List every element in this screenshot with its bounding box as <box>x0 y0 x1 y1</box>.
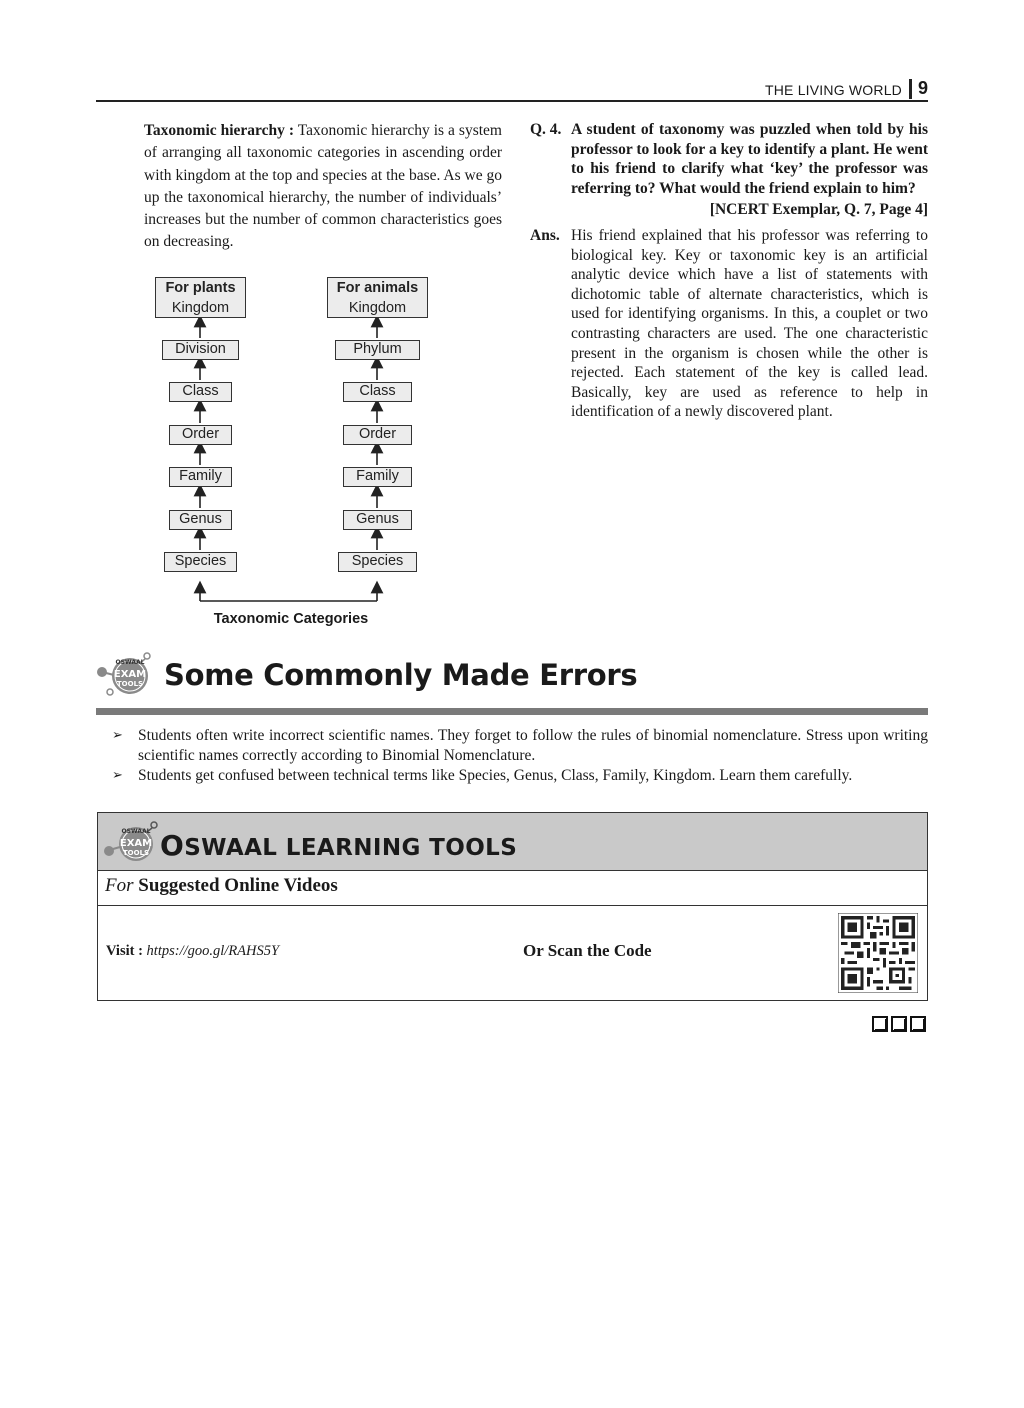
learning-tools-header <box>98 813 927 871</box>
plants-level-genus: Genus <box>169 510 232 530</box>
plants-level-family: Family <box>169 467 232 487</box>
logo-text-1: OSWAAL <box>115 659 145 666</box>
logo-text-3: TOOLS <box>116 680 144 688</box>
plants-heading: For plants <box>165 280 236 296</box>
errors-section-rule <box>96 708 928 715</box>
animals-level-order: Order <box>343 425 412 445</box>
term-definition: Taxonomic hierarchy is a system of arranging all taxonomic categories in ascending order with kingdom at the top and species at the base. As we go up the taxonomical hierarchy, the number of individuals’ increases but the number of common characteristics goes on decreasing. <box>144 122 502 251</box>
errors-list <box>112 726 928 787</box>
learning-tools-title <box>160 829 517 862</box>
list-item <box>112 766 928 786</box>
animals-heading: For animals <box>336 280 419 296</box>
tools-logo-text-3: TOOLS <box>122 849 150 857</box>
errors-section-title: Some Commonly Made Errors <box>164 658 638 692</box>
oswaal-exam-tools-logo <box>94 650 154 700</box>
plants-kingdom-box <box>155 277 246 318</box>
plants-level-division: Division <box>162 340 239 360</box>
bullet-arrow-icon: ➢ <box>112 728 123 743</box>
plants-level-kingdom: Kingdom <box>171 300 230 316</box>
animals-level-class: Class <box>343 382 412 402</box>
visit-label: Visit : <box>106 943 143 959</box>
answer-label: Ans. <box>530 226 560 244</box>
subtitle-italic: For <box>105 875 134 896</box>
answer-text: His friend explained that his professor was referring to biological key. Key or taxonomic key is an artificial analytic device which have a list of statements with dichotomic table of alternate characteristics, which is used for identifying organisms. In this, a couplet or two contrasting characters are used. The one characteristic present in the organism is chosen while the other is rejected. Each statement of the key is called lead. Basically, key are used as reference to help in identification of a newly discovered plant. <box>571 226 928 421</box>
question-answer-block <box>530 120 928 422</box>
header-divider <box>909 79 912 99</box>
title-rest: SWAAL LEARNING TOOLS <box>184 835 518 861</box>
animals-level-genus: Genus <box>343 510 412 530</box>
learning-tools-box <box>97 812 928 1001</box>
question-reference: [NCERT Exemplar, Q. 7, Page 4] <box>709 201 928 219</box>
end-of-section-icon <box>872 1016 928 1032</box>
animals-kingdom-box <box>327 277 428 318</box>
animals-level-phylum: Phylum <box>335 340 420 360</box>
list-item <box>112 726 928 766</box>
learning-tools-subtitle <box>98 871 927 906</box>
title-initial: O <box>160 829 185 862</box>
animals-level-kingdom: Kingdom <box>348 300 407 316</box>
question-label: Q. 4. <box>530 121 562 138</box>
page-number: 9 <box>917 78 928 98</box>
running-header <box>96 78 928 102</box>
error-item-text: Students often write incorrect scientific names. They forget to follow the rules of binomial nomenclature. Stress upon writing scientific names correctly according to Binomial Nomenclature. <box>138 727 928 765</box>
bullet-arrow-icon: ➢ <box>112 768 123 784</box>
plants-level-species: Species <box>164 552 237 572</box>
answer-row <box>530 226 928 422</box>
tools-logo-text-1: OSWAAL <box>121 828 151 835</box>
error-item-text: Students get confused between technical terms like Species, Genus, Class, Family, Kingdom. Learn them carefully. <box>138 767 853 785</box>
visit-url-link[interactable]: https://goo.gl/RAHS5Y <box>146 943 280 959</box>
scan-instruction: Or Scan the Code <box>523 941 652 960</box>
visit-line <box>106 943 279 960</box>
question-text: A student of taxonomy was puzzled when told by his professor to look for a key to identify a plant. He went to his friend to clarify what ‘key’ the professor was referring to? What would the friend explain to him? <box>571 121 928 197</box>
subtitle-text: Suggested Online Videos <box>138 875 338 896</box>
diagram-caption: Taxonomic Categories <box>213 611 369 627</box>
qr-code-icon[interactable] <box>838 913 918 993</box>
question-row <box>530 120 928 198</box>
plants-level-order: Order <box>169 425 232 445</box>
logo-text-2: EXAM <box>113 669 147 680</box>
tools-logo-text-2: EXAM <box>119 838 153 849</box>
learning-tools-logo <box>102 817 162 867</box>
running-title: THE LIVING WORLD <box>765 82 902 98</box>
taxonomic-hierarchy-paragraph <box>144 120 502 254</box>
term-label: Taxonomic hierarchy : <box>144 122 295 139</box>
plants-level-class: Class <box>169 382 232 402</box>
animals-level-species: Species <box>338 552 417 572</box>
animals-level-family: Family <box>343 467 412 487</box>
